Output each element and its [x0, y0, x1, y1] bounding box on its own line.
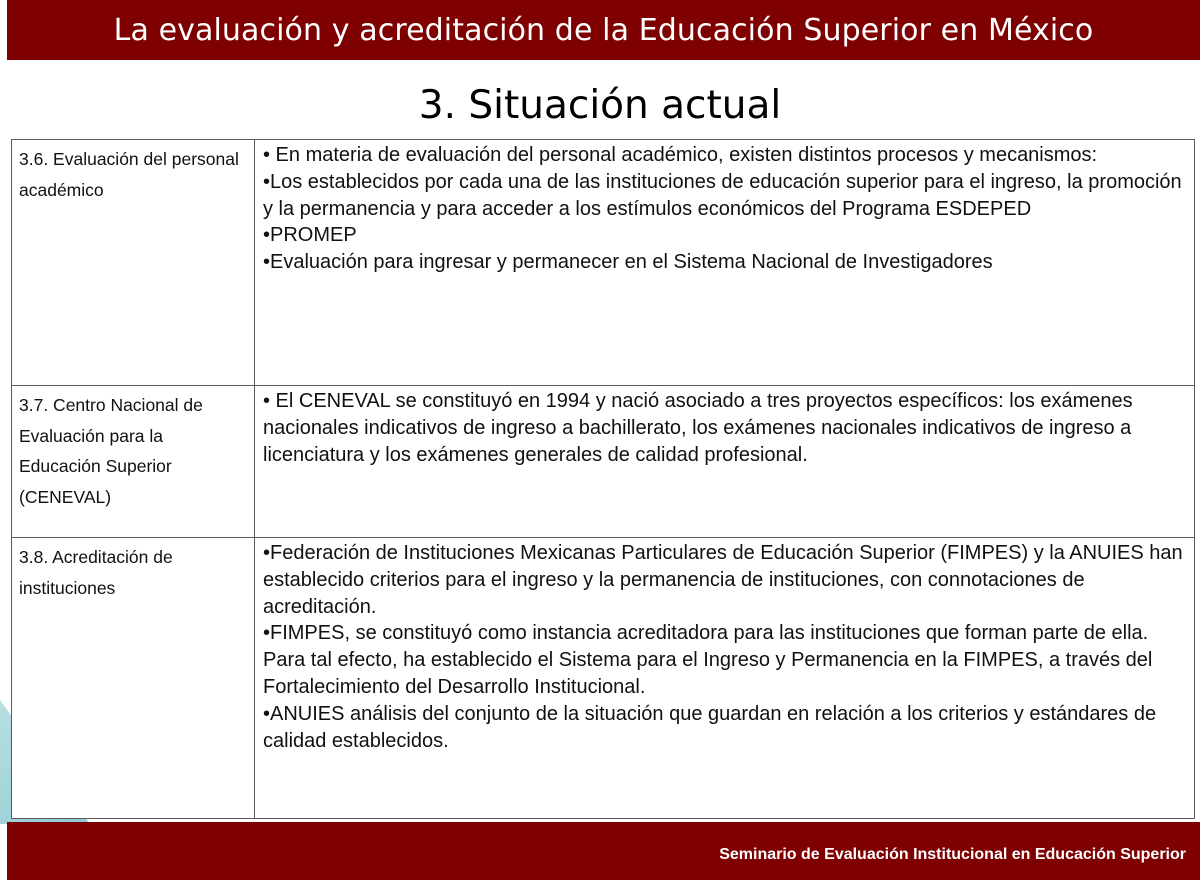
table-row: [12, 140, 1195, 386]
header-title: La evaluación y acreditación de la Educación Superior en México: [113, 12, 1094, 48]
bullet-line: • El CENEVAL se constituyó en 1994 y nació asociado a tres proyectos específicos: los exámenes nacionales indicativos de ingreso a bachillerato, los exámenes nacionales indicativos de ingreso a licenciatura y los exámenes generales de calidad profesional.: [263, 390, 1133, 466]
row-label: 3.7. Centro Nacional de Evaluación para la Educación Superior (CENEVAL): [12, 386, 255, 538]
content-table: [11, 139, 1195, 819]
row-description: [255, 140, 1195, 386]
bullet-line: •FIMPES, se constituyó como instancia acreditadora para las instituciones que forman parte de ella. Para tal efecto, ha establecido el Sistema para el Ingreso y Permanencia en la FIMPES, a través del Fortalecimiento del Desarrollo Institucional.: [263, 622, 1153, 698]
row-label: 3.6. Evaluación del personal académico: [12, 140, 255, 386]
header-bar: [7, 0, 1200, 60]
bullet-line: •Los establecidos por cada una de las instituciones de educación superior para el ingreso, la promoción y la permanencia y para acceder a los estímulos económicos del Programa ESDEPED: [263, 170, 1182, 220]
row-description: [255, 386, 1195, 538]
footer-text: Seminario de Evaluación Institucional en Educación Superior: [719, 846, 1186, 863]
footer-bar: [7, 822, 1200, 880]
table-row: [12, 386, 1195, 538]
bullet-line: •Federación de Instituciones Mexicanas Particulares de Educación Superior (FIMPES) y la ANUIES han establecido criterios para el ingreso y la permanencia de instituciones, con connotaciones de acreditación.: [263, 542, 1183, 618]
row-label: 3.8. Acreditación de instituciones: [12, 538, 255, 819]
bullet-line: • En materia de evaluación del personal académico, existen distintos procesos y mecanismos:: [263, 144, 1098, 166]
bullet-line: •PROMEP: [263, 224, 357, 247]
bullet-line: •ANUIES análisis del conjunto de la situación que guardan en relación a los criterios y estándares de calidad establecidos.: [263, 702, 1157, 752]
table-row: [12, 538, 1195, 819]
bullet-line: •Evaluación para ingresar y permanecer en el Sistema Nacional de Investigadores: [263, 251, 993, 274]
row-description: [255, 538, 1195, 819]
slide-title: 3. Situación actual: [418, 83, 782, 128]
